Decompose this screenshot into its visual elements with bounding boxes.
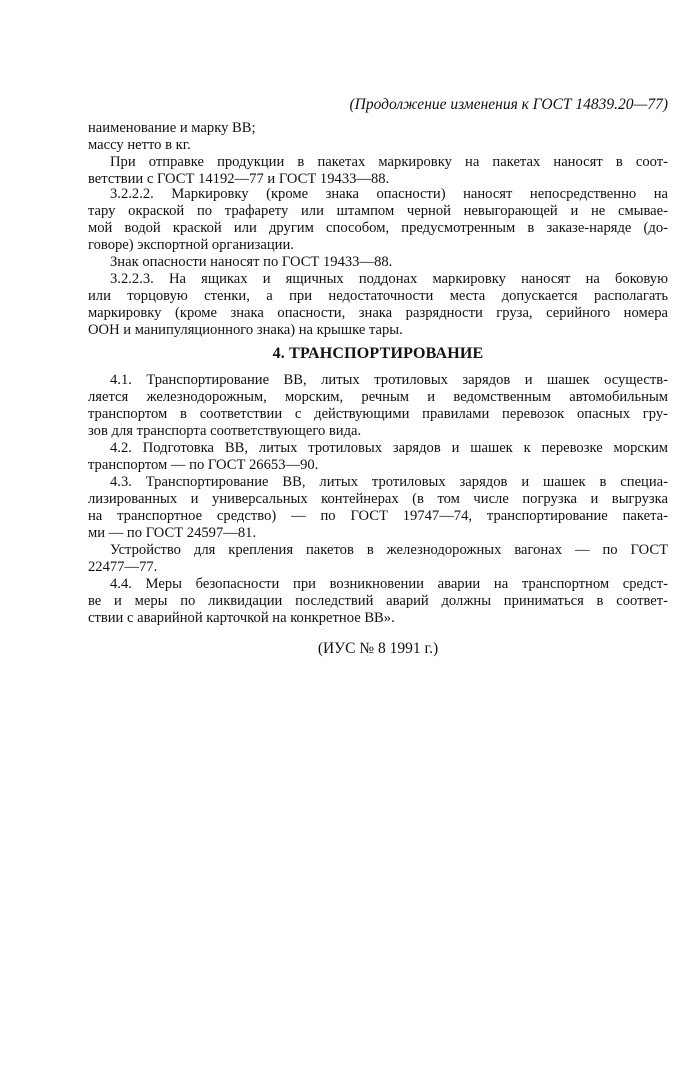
text-line: на транспортное средство) — по ГОСТ 19747—74, транспортирование пакета- (88, 508, 668, 524)
text-line: Знак опасности наносят по ГОСТ 19433—88. (110, 254, 393, 270)
text-line: ве и меры по ликвидации последствий аварий должны приниматься в соответ- (88, 593, 668, 609)
text-line: ствии с аварийной карточкой на конкретное ВВ». (88, 610, 395, 626)
text-line: ООН и манипуляционного знака) на крышке тары. (88, 322, 403, 338)
text-line: 4.3. Транспортирование ВВ, литых тротиловых зарядов и шашек в специа- (110, 474, 668, 490)
text-line: массу нетто в кг. (88, 137, 191, 153)
text-line: ветствии с ГОСТ 14192—77 и ГОСТ 19433—88. (88, 171, 390, 187)
text-line: ми — по ГОСТ 24597—81. (88, 525, 257, 541)
text-line: 3.2.2.2. Маркировку (кроме знака опасности) наносят непосредственно на (110, 186, 668, 202)
section-title: 4. ТРАНСПОРТИРОВАНИЕ (272, 345, 484, 362)
text-line: лизированных и универсальных контейнерах (в том числе погрузка и выгрузка (88, 491, 668, 507)
publication-reference: (ИУС № 8 1991 г.) (317, 640, 439, 657)
text-line: говоре) экспортной организации. (88, 237, 294, 253)
text-line: наименование и марку ВВ; (88, 120, 256, 136)
text-line: зов для транспорта соответствующего вида. (88, 423, 362, 439)
text-line: Устройство для крепления пакетов в железнодорожных вагонах — по ГОСТ (110, 542, 668, 558)
text-line: 3.2.2.3. На ящиках и ящичных поддонах маркировку наносят на боковую (110, 271, 668, 287)
text-line: тару окраской по трафарету или штампом черной невыгорающей и не смывае- (88, 203, 668, 219)
text-line: ляется железнодорожным, морским, речным и ведомственным автомобильным (88, 389, 668, 405)
text-line: мой водой краской или другим способом, предусмотренным в заказе-наряде (до- (88, 220, 668, 236)
page-header: (Продолжение изменения к ГОСТ 14839.20—77) (349, 96, 668, 113)
text-line: При отправке продукции в пакетах маркировку на пакетах наносят в соот- (110, 154, 668, 170)
text-line: 4.2. Подготовка ВВ, литых тротиловых зарядов и шашек к перевозке морским (110, 440, 668, 456)
text-line: транспортом — по ГОСТ 26653—90. (88, 457, 319, 473)
text-line: транспортом в соответствии с действующими правилами перевозок опасных гру- (88, 406, 668, 422)
text-line: 4.1. Транспортирование ВВ, литых тротиловых зарядов и шашек осуществ- (110, 372, 668, 388)
text-line: или торцовую стенки, а при недостаточности места допускается располагать (88, 288, 668, 304)
text-line: маркировку (кроме знака опасности, знака разрядности груза, серийного номера (88, 305, 668, 321)
text-line: 4.4. Меры безопасности при возникновении аварии на транспортном средст- (110, 576, 668, 592)
text-line: 22477—77. (88, 559, 158, 575)
